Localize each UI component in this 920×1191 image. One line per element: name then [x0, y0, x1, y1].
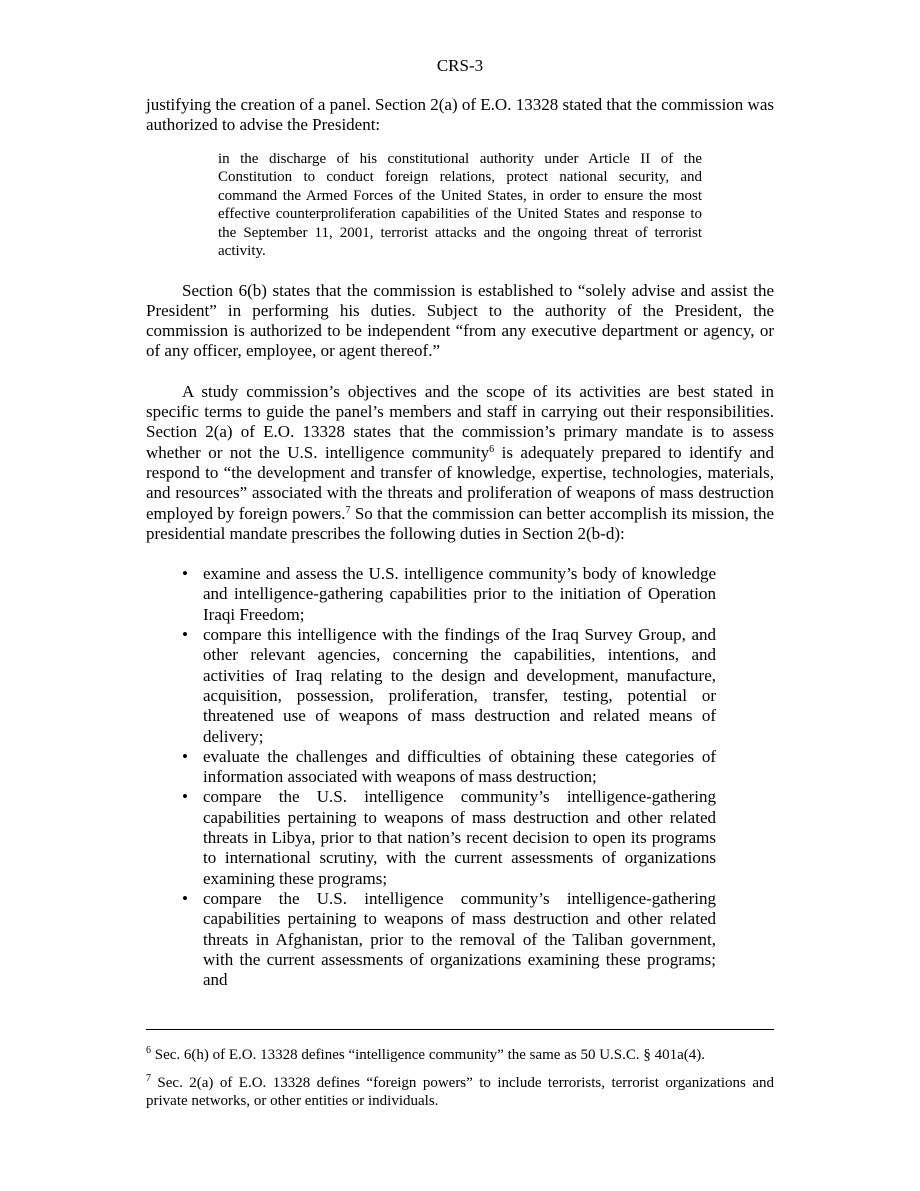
list-item-text: compare the U.S. intelligence community’s intelligence-gathering capabilities pertaining to weapons of mass destruction and other related threats in Afghanistan, prior to the removal of the Taliban government, with the current assessments of organizations examining these programs; and [203, 888, 716, 990]
list-item [182, 787, 716, 888]
duties-list [146, 564, 774, 990]
footnote-text: Sec. 2(a) of E.O. 13328 defines “foreign powers” to include terrorists, terrorist organizations and private networks, or other entities or individuals. [146, 1074, 774, 1109]
bullet-icon: • [182, 625, 188, 645]
footnote-mark: 6 [146, 1045, 151, 1056]
bullet-icon: • [182, 564, 188, 584]
bullet-icon: • [182, 787, 188, 807]
footnote-ref-7[interactable]: 7 [345, 504, 351, 516]
block-quote: in the discharge of his constitutional authority under Article II of the Constitution to conduct foreign relations, protect national security, and command the Armed Forces of the United States, in order to ensure the most effective counterproliferation capabilities of the United States and response to the September 11, 2001, terrorist attacks and the ongoing threat of terrorist activity. [218, 150, 702, 260]
list-item-text: compare this intelligence with the findings of the Iraq Survey Group, and other relevant agencies, concerning the capabilities, intentions, and activities of Iraq relating to the design and development, manufacture, acquisition, possession, proliferation, transfer, testing, potential or threatened use of weapons of mass destruction and related means of delivery; [203, 625, 716, 746]
paragraph-intro: justifying the creation of a panel. Section 2(a) of E.O. 13328 stated that the commission was authorized to advise the President: [146, 95, 774, 135]
footnote-divider [146, 1029, 774, 1030]
footnote-text: Sec. 6(h) of E.O. 13328 defines “intelligence community” the same as 50 U.S.C. § 401a(4). [151, 1047, 706, 1063]
list-item-text: compare the U.S. intelligence community’s intelligence-gathering capabilities pertaining to weapons of mass destruction and other related threats in Libya, prior to that nation’s recent decision to open its programs to international scrutiny, with the current assessments of organizations examining these programs; [203, 787, 716, 888]
footnote-ref-6[interactable]: 6 [489, 443, 495, 455]
bullet-icon: • [182, 746, 188, 766]
paragraph-mandate-part-1: A study commission’s objectives and the scope of its activities are best stated in specific terms to guide the panel’s members and staff in carrying out their responsibilities. Section 2(a) of E.O. 13328 states that the commission’s primary mandate is to assess whether or not the U.S. intelligence community [146, 381, 774, 462]
list-item-text: evaluate the challenges and difficulties of obtaining these categories of information associated with weapons of mass destruction; [203, 746, 716, 787]
paragraph-mandate-part-3: So that the commission can better accomplish its mission, the presidential mandate prescribes the following duties in Section 2(b-d): [146, 503, 775, 543]
footnote-7 [146, 1074, 774, 1111]
paragraph-mandate [146, 382, 774, 544]
list-item [182, 889, 716, 990]
list-item [182, 747, 716, 788]
document-body [146, 95, 774, 990]
footnote-mark: 7 [146, 1072, 151, 1084]
paragraph-section-6b: Section 6(b) states that the commission is established to “solely advise and assist the President” in performing his duties. Subject to the authority of the President, the commission is authorized to be independent “from any executive department or agency, or of any officer, employee, or agent thereof.” [146, 280, 774, 361]
bullet-icon: • [182, 888, 188, 908]
paragraph-mandate-part-2: is adequately prepared to identify and respond to “the development and transfer of knowledge, expertise, technologies, materials, and resources” associated with the threats and proliferation of weapons of mass destruction employed by foreign powers. [146, 442, 774, 523]
footnote-6 [146, 1046, 774, 1065]
list-item-text: examine and assess the U.S. intelligence community’s body of knowledge and intelligence-gathering capabilities prior to the initiation of Operation Iraqi Freedom; [203, 564, 716, 624]
list-item [182, 564, 716, 625]
page-number-header: CRS-3 [436, 56, 484, 75]
footnotes-section [146, 1046, 774, 1120]
list-item [182, 625, 716, 747]
